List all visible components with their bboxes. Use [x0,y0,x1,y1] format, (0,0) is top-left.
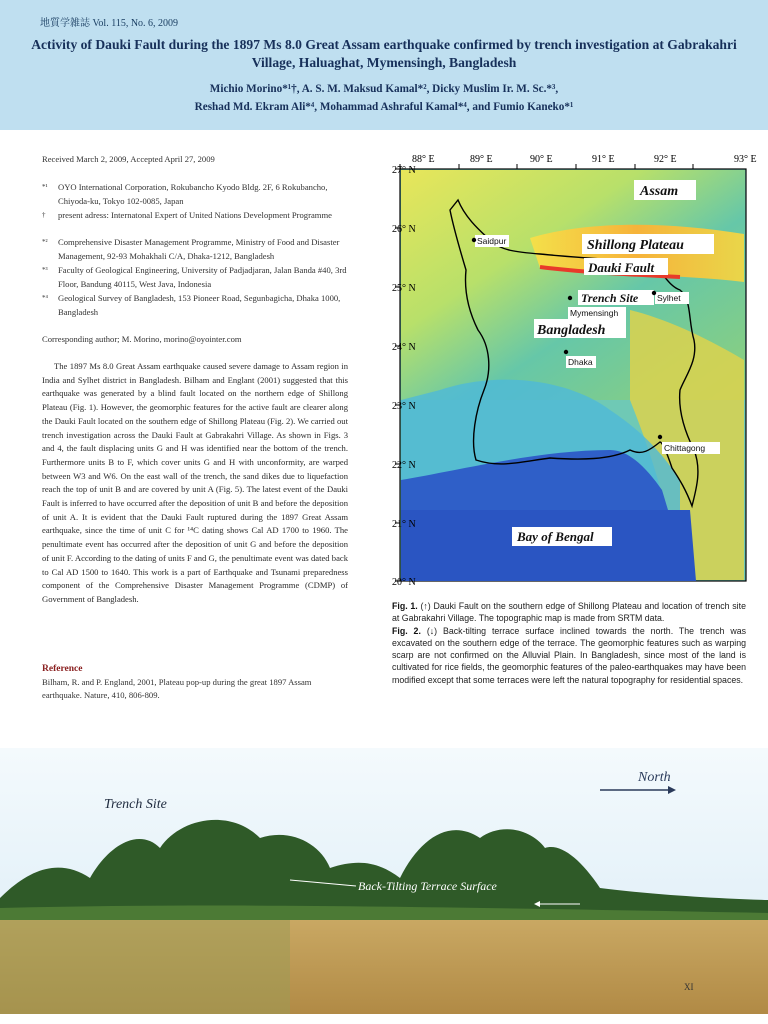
lat-label: 25° N [392,283,416,294]
affiliation-text: present adress: Internatonal Expert of United Nations Development Programme [58,210,332,220]
figure-captions [392,600,746,686]
label-sylhet: Sylhet [657,293,681,303]
lat-label: 21° N [392,519,416,530]
label-chittagong: Chittagong [664,443,706,453]
lat-label: 20° N [392,577,416,588]
affiliation-text: Geological Survey of Bangladesh, 153 Pioneer Road, Segunbagicha, Dhaka 1000, Bangladesh [58,293,341,317]
abstract-text: The 1897 Ms 8.0 Great Assam earthquake caused severe damage to Assam region in India and Sylhet district in Bangladesh. Bilham and Englant (2001) suggested that this earthquake was generated by a blind fault located on the northern edge of Shillong Plateau (Fig. 1). However, the geomorphic features for the active fault are clearer along the Dauki Fault located on the southern edge of Shillong Plateau (Fig. 2). We carried out trench investigation across the Dauki Fault at Gabrakahri Village. As shown in Figs. 3 and 4, the fault displacing units G and H was identified near the bottom of the trench. Furthermore units B to F, which cover units G and H with unconformity, are warped between W3 and W6. On the east wall of the trench, the sand dikes due to liquefaction reach the top of unit B and are covered by unit A (Fig. 5). The latest event of the Dauki Fault is inferred to have occurred after the deposition of unit B and before the deposition of unit A. It is evident that the Dauki Fault ruptured during the 1897 Great Assam earthquake, since the time of unit C for ¹⁴C dating shows Cal AD 1700 to 1960. The penultimate event has occurred after the deposition of unit G and before the deposition of unit F. According to the dating of units F and G, the penultimate event was dated back to Cal AD 1500 to 1640. This work is a part of Earthquake and Tsunami preparedness component of the Comprehensive Disaster Management Programme (CDMP) of Government of Bangladesh. [42,361,348,604]
fig2-label: Fig. 2. [392,625,421,636]
city-dot-saidpur [472,238,476,242]
fig1-label: Fig. 1. [392,601,418,611]
figure-1-caption [392,600,746,625]
figure-1-map [380,150,768,596]
lat-label: 26° N [392,224,416,235]
green-field-patch [0,920,290,1014]
affiliation-text: OYO International Corporation, Rokubancho Kyodo Bldg. 2F, 6 Rokubancho, Chiyoda-ku, Tokyo 102-0085, Japan [58,182,328,206]
received-dates: Received March 2, 2009, Accepted April 27, 2009 [42,154,215,164]
label-saidpur: Saidpur [477,236,507,246]
label-dhaka: Dhaka [568,357,593,367]
city-dot-sylhet [652,291,656,295]
lat-label: 24° N [392,342,416,353]
corresponding-author: Corresponding author; M. Morino, morino@oyointer.com [42,334,242,344]
label-dauki-fault: Dauki Fault [588,260,655,275]
label-shillong-plateau: Shillong Plateau [587,238,684,253]
author-list [20,80,748,116]
authors-line-1: Michio Morino*¹†, A. S. M. Maksud Kamal*², Dicky Muslim Ir. M. Sc.*³, [209,83,559,95]
lon-label: 88° E [412,154,435,165]
journal-citation: 地質学雑誌 Vol. 115, No. 6, 2009 [40,18,179,29]
reference-heading: Reference [42,664,83,674]
figure-2-photo [0,748,768,1014]
affiliation-mark: *³ [42,266,48,274]
affiliation-text: Comprehensive Disaster Management Programme, Ministry of Food and Disaster Management, 92-93 Mohakhali C/A, Dhaka-1212, Bangladesh [58,237,340,261]
label-mymensingh: Mymensingh [570,308,619,318]
reference-entry: Bilham, R. and P. England, 2001, Plateau pop-up during the great 1897 Assam earthquake. Nature, 410, 806-809. [42,677,312,700]
affiliation-text: Faculty of Geological Engineering, University of Padjadjaran, Jalan Banda #40, 3rd Floor, Bandung 40115, West Java, Indonesia [58,265,347,289]
affiliation-mark: † [42,211,46,219]
terrace-label: Back-Tilting Terrace Surface [358,879,497,893]
lat-label: 22° N [392,460,416,471]
city-dot-trench-site [568,296,572,300]
fig1-text: (↑) Dauki Fault on the southern edge of Shillong Plateau and location of trench site at Gabrakahri Village. The topographic map is made from SRTM data. [392,601,746,624]
lon-label: 92° E [654,154,677,165]
affiliation-4 [42,264,358,291]
authors-line-2: Reshad Md. Ekram Ali*⁴, Mohammad Ashraful Kamal*⁴, and Fumio Kaneko*¹ [194,101,574,113]
page-number: XI [684,982,694,992]
affiliation-5 [42,292,358,319]
affiliation-mark: *² [42,238,48,246]
label-assam: Assam [640,184,679,199]
lon-label: 93° E [734,154,757,165]
affiliation-mark: *¹ [42,183,48,191]
figure-2-caption [392,625,746,686]
affiliation-3 [42,236,358,263]
label-bay-of-bengal: Bay of Bengal [517,529,594,544]
lat-label: 27° N [392,165,416,176]
label-trench-site: Trench Site [581,291,639,305]
article-title: Activity of Dauki Fault during the 1897 Ms 8.0 Great Assam earthquake confirmed by trench investigation at Gabrakahri Village, Haluaghat, Mymensingh, Bangladesh [31,37,737,70]
city-dot-chittagong [658,435,662,439]
lon-label: 90° E [530,154,553,165]
lon-label: 89° E [470,154,493,165]
fig2-text: (↓) Back-tilting terrace surface inclined towards the north. The trench was excavated on the southern edge of the terrace. The geomorphic features such as warping scarp are not confirmed on the Alluvial Plain. In Bangladesh, since most of the land is cultivated for rice fields, the geomorphic features of the paleo-earthquakes may have been modified except that some terraces were left the natural topography for residential spaces. [392,625,746,685]
header-band [0,0,768,130]
label-bangladesh: Bangladesh [537,323,606,338]
north-label: North [638,770,671,785]
affiliation-1 [42,181,358,208]
trench-site-label: Trench Site [104,797,167,812]
lon-label: 91° E [592,154,615,165]
affiliation-mark: *⁴ [42,294,48,302]
city-dot-dhaka [564,350,568,354]
affiliation-2 [42,209,358,223]
lat-label: 23° N [392,401,416,412]
